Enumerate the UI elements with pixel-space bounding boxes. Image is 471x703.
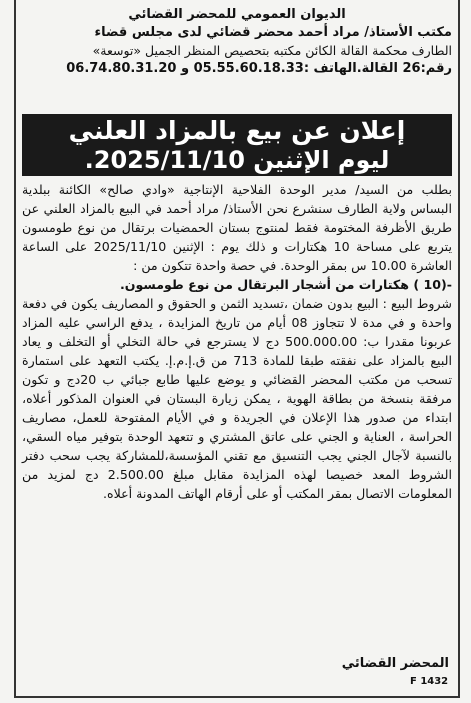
notice-date: ليوم الإثنين 2025/11/10. bbox=[84, 146, 390, 174]
office-phone: رقم:26 القالة.الهاتف :05.55.60.18.33 و 06.74.80.31.20 bbox=[66, 61, 452, 76]
lot-description: -(10 ) هكتارات من أشجار البرتقال من نوع طومسون. bbox=[119, 277, 452, 292]
notice-banner bbox=[22, 114, 452, 176]
conditions-paragraph: شروط البيع : البيع بدون ضمان ،تسديد الثمن و الحقوق و المصاريف يكون في دفعة واحدة و في مدة لا تتجاوز 08 أيام من تاريخ المزايدة ، يدفع الراسي عليه المزاد عربونا مقدرا ب: 500.000.00 دج لا يسترجع في حالة التخلي أو التخلف و يعاد البيع بالمزاد على نفقته طبقا للمادة 713 من ق.إ.م.إ. يكتب التعهد على استمارة تسحب من مكتب المحضر القضائي و يوضع عليها طابع جبائي ب 20دج و تكون مرفقة بنسخة من بطاقة الهوية ، يمكن زيارة البستان في العنوان المذكور أعلاه، ابتداء من صدور هذا الإعلان في الجريدة و في الأيام المفتوحة للعمل، مصاريف الحراسة ، العناية و الجني على عاتق المشتري و تتعهد الوحدة بتوفير مياه السقي، بالنسبة لآجال الجني يجب التنسيق مع تقني المؤسسة،للمشاركة يجب سحب دفتر الشروط المعد خصيصا لهذه المزايدة مقابل مبلغ 2.500.00 دج لمزيد من المعلومات الاتصال بمقر المكتب أو على أرقام الهاتف المدونة أعلاه. bbox=[22, 296, 452, 501]
intro-paragraph: بطلب من السيد/ مدير الوحدة الفلاحية الإنتاجية «وادي صالح» الكائنة ببلدية البساس ولاية الطارف سنشرع نحن الأستاذ/ مراد أحمد في البيع بالمزاد العلني عن طريق الأظرفة المختومة فقط لمنتوج بستان الحمضيات برتقال من نوع طومسون يتربع على مساحة 10 هكتارات و ذلك يوم : الإثنين 2025/11/10 على الساعة العاشرة 10.00 س بمقر الوحدة. في حصة واحدة تتكون من : bbox=[22, 182, 452, 273]
notice-title: إعلان عن بيع بالمزاد العلني bbox=[68, 116, 406, 145]
reference-code: F 1432 bbox=[410, 676, 449, 687]
office-name: الديوان العمومي للمحضر القضائي bbox=[128, 7, 346, 22]
office-owner: مكتب الأستاذ/ مراد أحمد محضر قضائي لدى مجلس قضاء bbox=[94, 25, 452, 40]
notice-body bbox=[22, 180, 452, 503]
office-address: الطارف محكمة القالة الكائن مكتبه بتحصيص المنظر الجميل «توسعة» bbox=[92, 43, 452, 58]
notice-header bbox=[22, 6, 452, 78]
signature: المحضر القضائي bbox=[341, 656, 449, 671]
